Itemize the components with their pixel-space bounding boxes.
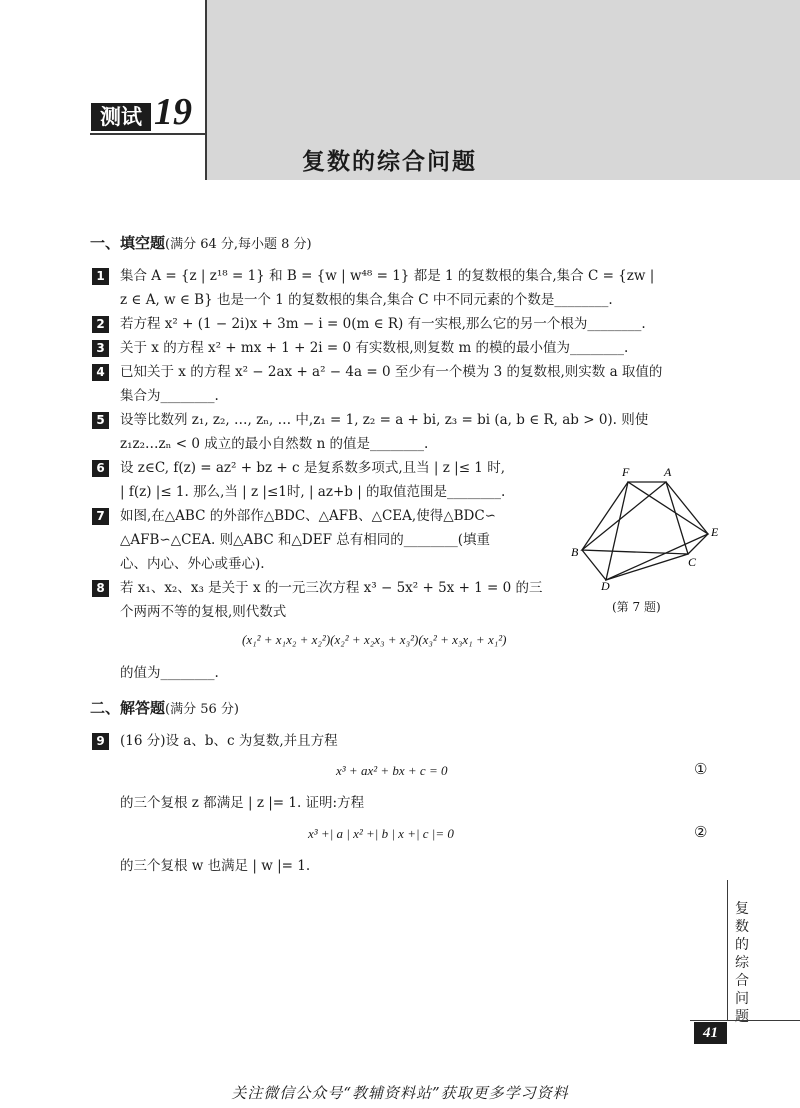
question-text: z₁z₂…zₙ < 0 成立的最小自然数 n 的值是________. [120, 436, 429, 452]
question-text: 设等比数列 z₁, z₂, …, zₙ, … 中,z₁ = 1, z₂ = a + bi, z₃ = bi (a, b ∈ R, ab > 0). 则使 [120, 412, 649, 428]
question-text: 若 x₁、x₂、x₃ 是关于 x 的一元三次方程 x³ − 5x² + 5x + 1 = 0 的三 [120, 580, 543, 596]
question-text: 的三个复根 w 也满足 | w |= 1. [120, 858, 311, 874]
section-heading-solution: 二、解答题(满分 56 分) [90, 699, 239, 717]
question-number: 7 [92, 508, 109, 525]
label-b: B [571, 545, 579, 559]
equation-1-mark: ① [694, 760, 708, 778]
question-number: 1 [92, 268, 109, 285]
question-text: z ∈ A, w ∈ B} 也是一个 1 的复数根的集合,集合 C 中不同元素的个数是________. [120, 292, 613, 308]
question-number: 6 [92, 460, 109, 477]
q8-formula: (x₁² + x₁x₂ + x₂²)(x₂² + x₂x₃ + x₃²)(x₃² + x₃x₁ + x₁²) [242, 632, 507, 647]
header-rule [90, 133, 207, 135]
question-text: 设 z∈C, f(z) = az² + bz + c 是复系数多项式,且当 | z |≤ 1 时, [120, 460, 505, 476]
question-text: 心、内心、外心或垂心). [120, 556, 265, 572]
label-c: C [688, 555, 697, 569]
question-number: 3 [92, 340, 109, 357]
label-d: D [601, 579, 610, 592]
header-panel [205, 0, 800, 180]
test-number: 19 [154, 91, 192, 133]
label-f: F [622, 465, 630, 479]
footer-note: 关注微信公众号“教辅资料站”获取更多学习资料 [231, 1084, 569, 1102]
question-text: △AFB∽△CEA. 则△ABC 和△DEF 总有相同的________(填重 [120, 532, 491, 548]
side-rule [727, 880, 728, 1020]
equation-1: x³ + ax² + bx + c = 0 [336, 763, 448, 778]
test-badge: 测试 [91, 103, 151, 131]
question-text: 若方程 x² + (1 − 2i)x + 3m − i = 0(m ∈ R) 有一实根,那么它的另一个根为________. [120, 316, 646, 332]
figure-caption: (第 7 题) [612, 600, 661, 614]
section-heading-fill-blank: 一、填空题(满分 64 分,每小题 8 分) [90, 234, 312, 252]
question-number: 4 [92, 364, 109, 381]
page-title: 复数的综合问题 [302, 149, 477, 175]
question-text: 集合 A = {z | z¹⁸ = 1} 和 B = {w | w⁴⁸ = 1} 都是 1 的复数根的集合,集合 C = {zw | [120, 268, 655, 284]
question-text: 的三个复根 z 都满足 | z |= 1. 证明:方程 [120, 795, 365, 811]
label-e: E [711, 525, 718, 539]
question-text: | f(z) |≤ 1. 那么,当 | z |≤1时, | az+b | 的取值范围是________. [120, 484, 506, 500]
question-text: (16 分)设 a、b、c 为复数,并且方程 [120, 733, 338, 749]
question-text: 关于 x 的方程 x² + mx + 1 + 2i = 0 有实数根,则复数 m 的模的最小值为________. [120, 340, 629, 356]
page-bar [690, 1020, 800, 1021]
question-number: 2 [92, 316, 109, 333]
question-text: 已知关于 x 的方程 x² − 2ax + a² − 4a = 0 至少有一个模为 3 的复数根,则实数 a 取值的 [120, 364, 663, 380]
question-number: 9 [92, 733, 109, 750]
question-text: 集合为________. [120, 388, 219, 404]
equation-2-mark: ② [694, 823, 708, 841]
triangle-figure [568, 462, 718, 592]
label-a: A [664, 465, 672, 479]
question-text: 的值为________. [120, 665, 219, 681]
equation-2: x³ +| a | x² +| b | x +| c |= 0 [308, 826, 454, 841]
side-vertical-title: 复数的综合问题 [735, 901, 749, 1025]
page-number: 41 [694, 1022, 727, 1044]
question-text: 如图,在△ABC 的外部作△BDC、△AFB、△CEA,使得△BDC∽ [120, 508, 496, 524]
question-number: 5 [92, 412, 109, 429]
question-text: 个两两不等的复根,则代数式 [120, 604, 287, 620]
question-number: 8 [92, 580, 109, 597]
